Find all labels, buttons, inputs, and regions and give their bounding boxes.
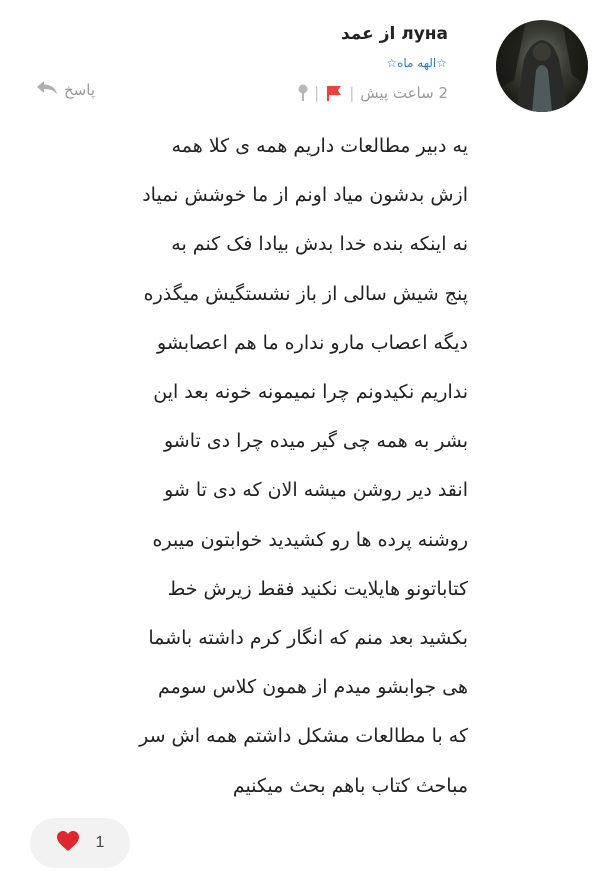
post-body-line: هی جوابشو میدم از همون کلاس سومم	[158, 676, 468, 699]
like-button[interactable]	[30, 818, 130, 868]
avatar[interactable]	[496, 20, 588, 112]
post-body-line: نداریم نکیدونم چرا نمیمونه خونه بعد این	[153, 381, 468, 404]
post-body-line: بشر به همه چی گیر میده چرا دی تاشو	[163, 430, 468, 453]
post-time: 2 ساعت پیش	[360, 84, 448, 102]
cut-off-top-content	[0, 0, 600, 6]
post-body-line: ازش بدشون میاد اونم از ما خوشش نمیاد	[142, 184, 468, 207]
post-body-line: مباحث کتاب باهم بحث میکنیم	[232, 774, 468, 797]
reply-label: پاسخ	[64, 81, 95, 99]
post-body-line: کتاباتونو هایلایت نکنید فقط زیرش خط	[167, 577, 468, 600]
author-name[interactable]: луна از عمد	[340, 24, 448, 44]
post-body-line: نه اینکه بنده خدا بدش بیادا فک کنم به	[171, 233, 468, 256]
pin-icon	[298, 84, 308, 102]
post-body-line: یه دبیر مطالعات داریم همه ی کلا همه	[171, 135, 468, 157]
post-body-line: روشنه پرده ها رو کشیدید خوابتون میبره	[152, 528, 468, 551]
reply-button[interactable]	[36, 80, 95, 100]
post-body-line: بکشید بعد منم که انگار کرم داشته باشما	[148, 627, 468, 650]
reply-arrow-icon	[36, 80, 58, 100]
meta-separator: |	[349, 84, 355, 102]
like-count: 1	[95, 834, 105, 851]
post-body	[40, 122, 468, 811]
post-body-line: که با مطالعات مشکل داشتم همه اش سر	[139, 725, 468, 748]
author-tagline: ☆الهه ماه☆	[386, 56, 447, 70]
post-meta	[298, 82, 448, 104]
avatar-image	[496, 20, 588, 112]
heart-icon	[56, 830, 80, 856]
flag-icon[interactable]	[325, 84, 343, 102]
meta-separator: |	[314, 84, 320, 102]
post-body-line: پنج شیش سالی از باز نشستگیش میگذره	[143, 282, 468, 305]
post-body-line: دیگه اعصاب مارو نداره ما هم اعصابشو	[157, 331, 468, 354]
post-body-line: انقد دیر روشن میشه الان که دی تا شو	[164, 479, 468, 502]
